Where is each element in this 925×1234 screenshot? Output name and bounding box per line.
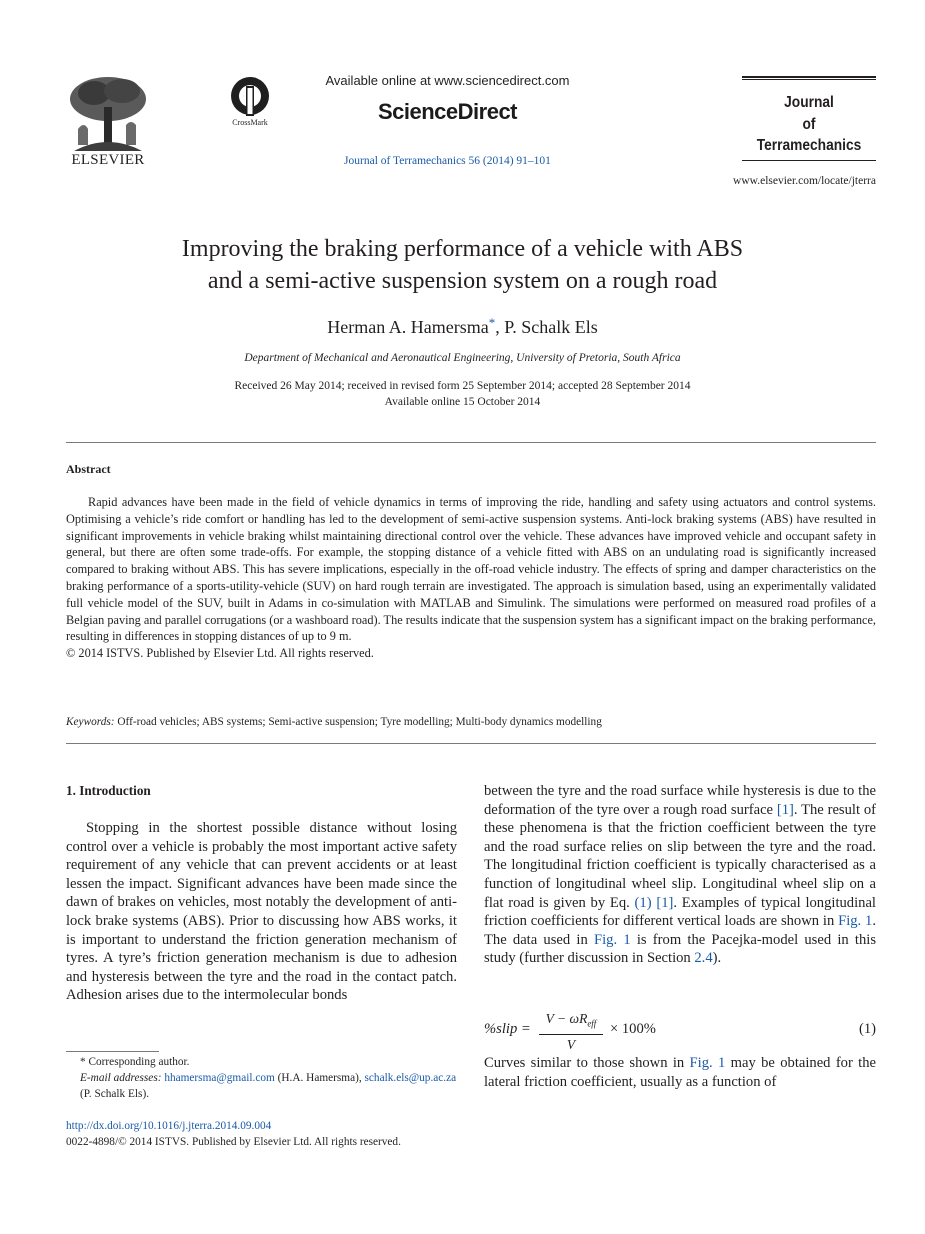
numerator-text: V − ωR bbox=[545, 1011, 588, 1026]
journal-url[interactable]: www.elsevier.com/locate/jterra bbox=[733, 175, 876, 187]
publisher-name: ELSEVIER bbox=[71, 152, 145, 168]
dates-available: Available online 15 October 2014 bbox=[384, 396, 541, 408]
section-heading-introduction: 1. Introduction bbox=[66, 783, 151, 798]
abstract-text: Rapid advances have been made in the field of vehicle dynamics in terms of improving the ride, handling and safety using actuators and control systems. Optimising a vehicle’s ride comfort or handling has led to the development of semi-active suspension systems. Anti-lock braking systems (ABS) have resulted in significant improvements in vehicle braking whilst maintaining directional control over the vehicle. These advances have improved vehicle and occupant safety in general, but there are often some trade-offs. For example, the stopping distance of a vehicle fitted with ABS on an undulating road is significantly increased compared to braking without ABS. This has severe implications, especially in the off-road vehicle industry. The effects of spring and damper characteristics on the braking performance of a sports-utility-vehicle (SUV) on hard rough terrain are investigated. The approach is simulation based, using an experimentally validated full vehicle model of the SUV, built in Adams in co-simulation with MATLAB and Simulink. The simulations were performed on measured road profiles of a Belgian paving and parallel corrugations (or a washboard road). The results indicate that the suspension system has a significant impact on the braking performance, resulting in differences in stopping distances of up to 9 m. bbox=[66, 495, 876, 644]
email-owner-1: (H.A. Hamersma), bbox=[274, 1072, 365, 1084]
intro-text: ). bbox=[712, 950, 722, 967]
abstract-heading: Abstract bbox=[66, 462, 111, 476]
affiliation: Department of Mechanical and Aeronautical Engineering, University of Pretoria, South Africa bbox=[244, 352, 681, 364]
sciencedirect-logo[interactable]: ScienceDirect bbox=[377, 99, 518, 124]
intro-text: is from the Pacejka-model used in this study (further discussion in Section bbox=[484, 931, 876, 967]
equation-denominator: V bbox=[566, 1036, 576, 1052]
available-online: Available online at www.sciencedirect.com bbox=[325, 73, 570, 88]
intro-paragraph-left: Stopping in the shortest possible distance without losing control over a vehicle is probably the most important active safety requirement of any vehicle that can prevent accidents or at least lessen the impact. Significant advances have been made since the dawn of brakes on vehicles, most notably the development of anti-lock brake systems (ABS). Prior to discussing how ABS works, it is important to understand the friction generation mechanism of tyres. A tyre’s friction generation mechanism is due to adhesion and hysteresis between the tyre and the road in the contact patch. Adhesion arises due to the intermolecular bonds bbox=[66, 820, 457, 1004]
article-dates bbox=[60, 378, 865, 410]
keywords-list: Off-road vehicles; ABS systems; Semi-active suspension; Tyre modelling; Multi-body dynamics modelling bbox=[114, 716, 602, 728]
divider-top bbox=[66, 442, 876, 443]
intro-text: . Examples of typical longitudinal friction coefficients for different vertical loads are shown in bbox=[484, 894, 876, 930]
equation-1 bbox=[484, 1010, 876, 1050]
article-title bbox=[60, 233, 865, 297]
doi-link[interactable]: http://dx.doi.org/10.1016/j.jterra.2014.09.004 bbox=[66, 1120, 272, 1132]
equation-lhs: %slip = bbox=[484, 1021, 531, 1037]
email-link-1[interactable]: hhamersma@gmail.com bbox=[164, 1072, 275, 1084]
intro-text: between the tyre and the road surface while hysteresis is due to the deformation of the tyre over a rough road surface bbox=[484, 783, 876, 818]
numerator-subscript: eff bbox=[587, 1018, 597, 1029]
corresponding-author-note: * Corresponding author. bbox=[80, 1056, 190, 1068]
intro-text: . The data used in bbox=[484, 913, 876, 948]
equation-fraction bbox=[539, 1010, 603, 1053]
issn-copyright: 0022-4898/© 2014 ISTVS. Published by Elsevier Ltd. All rights reserved. bbox=[66, 1136, 401, 1148]
title-line2: and a semi-active suspension system on a rough road bbox=[207, 268, 718, 294]
right-column-after-eq bbox=[484, 1054, 876, 1091]
author-1[interactable]: Herman A. Hamersma bbox=[327, 317, 489, 337]
abstract-copyright: © 2014 ISTVS. Published by Elsevier Ltd. All rights reserved. bbox=[66, 646, 374, 661]
email-note bbox=[66, 1070, 457, 1102]
citation-link[interactable]: [1] bbox=[776, 801, 794, 818]
divider-bottom bbox=[66, 743, 876, 744]
email-owner-2: (P. Schalk Els). bbox=[80, 1088, 150, 1100]
figure-link[interactable]: Fig. 1 bbox=[689, 1055, 726, 1071]
journal-reference[interactable]: Journal of Terramechanics 56 (2014) 91–101 bbox=[344, 155, 551, 167]
equation-numerator bbox=[539, 1010, 603, 1033]
right-column bbox=[484, 782, 876, 968]
author-2[interactable]: , P. Schalk Els bbox=[495, 317, 598, 337]
dates-received: Received 26 May 2014; received in revised form 25 September 2014; accepted 28 September 2014 bbox=[234, 380, 691, 392]
section-link[interactable]: 2.4 bbox=[694, 950, 713, 967]
abstract-body bbox=[66, 494, 876, 662]
crossmark-label: CrossMark bbox=[232, 118, 268, 127]
journal-box-rule-bottom bbox=[742, 160, 876, 161]
fraction-bar bbox=[539, 1034, 603, 1035]
equation-rhs: × 100% bbox=[610, 1021, 656, 1037]
paragraph-after-equation bbox=[484, 1054, 876, 1091]
equation-link[interactable]: (1) bbox=[634, 894, 652, 911]
keywords-label: Keywords: bbox=[66, 716, 115, 728]
title-line1: Improving the braking performance of a vehicle with ABS bbox=[181, 236, 744, 262]
figure-link[interactable]: Fig. 1 bbox=[838, 913, 873, 930]
body-text: may be obtained for the lateral friction coefficient, usually as a function of bbox=[484, 1055, 877, 1090]
intro-paragraph-right bbox=[484, 782, 876, 968]
journal-box-rule-top2 bbox=[742, 79, 876, 80]
journal-box-rule-top bbox=[742, 76, 876, 78]
body-text: Curves similar to those shown in bbox=[484, 1055, 690, 1071]
footnotes bbox=[66, 1054, 457, 1102]
left-column bbox=[66, 782, 457, 1005]
corresponding-author-mark[interactable]: * bbox=[488, 315, 496, 330]
intro-text: . The result of these phenomena is that the friction coefficient between the tyre and the road surface relies on slip between the tyre and the road. The longitudinal friction coefficient is typically characterised as a function of longitudinal wheel slip. Longitudinal wheel slip on a flat road is given by Eq. bbox=[484, 801, 876, 911]
equation-number: (1) bbox=[858, 1021, 876, 1037]
footnote-rule bbox=[66, 1051, 159, 1052]
doi-block bbox=[66, 1118, 466, 1150]
keywords bbox=[66, 716, 876, 728]
journal-name-line1: Journal bbox=[784, 94, 834, 111]
journal-name bbox=[751, 92, 866, 157]
journal-name-line2: of bbox=[802, 115, 816, 133]
citation-link[interactable]: [1] bbox=[656, 894, 674, 911]
email-label: E-mail addresses: bbox=[80, 1072, 162, 1084]
email-link-2[interactable]: schalk.els@up.ac.za bbox=[364, 1072, 457, 1084]
figure-link[interactable]: Fig. 1 bbox=[593, 931, 631, 948]
journal-name-line3: Terramechanics bbox=[756, 137, 862, 154]
authors bbox=[60, 315, 865, 338]
